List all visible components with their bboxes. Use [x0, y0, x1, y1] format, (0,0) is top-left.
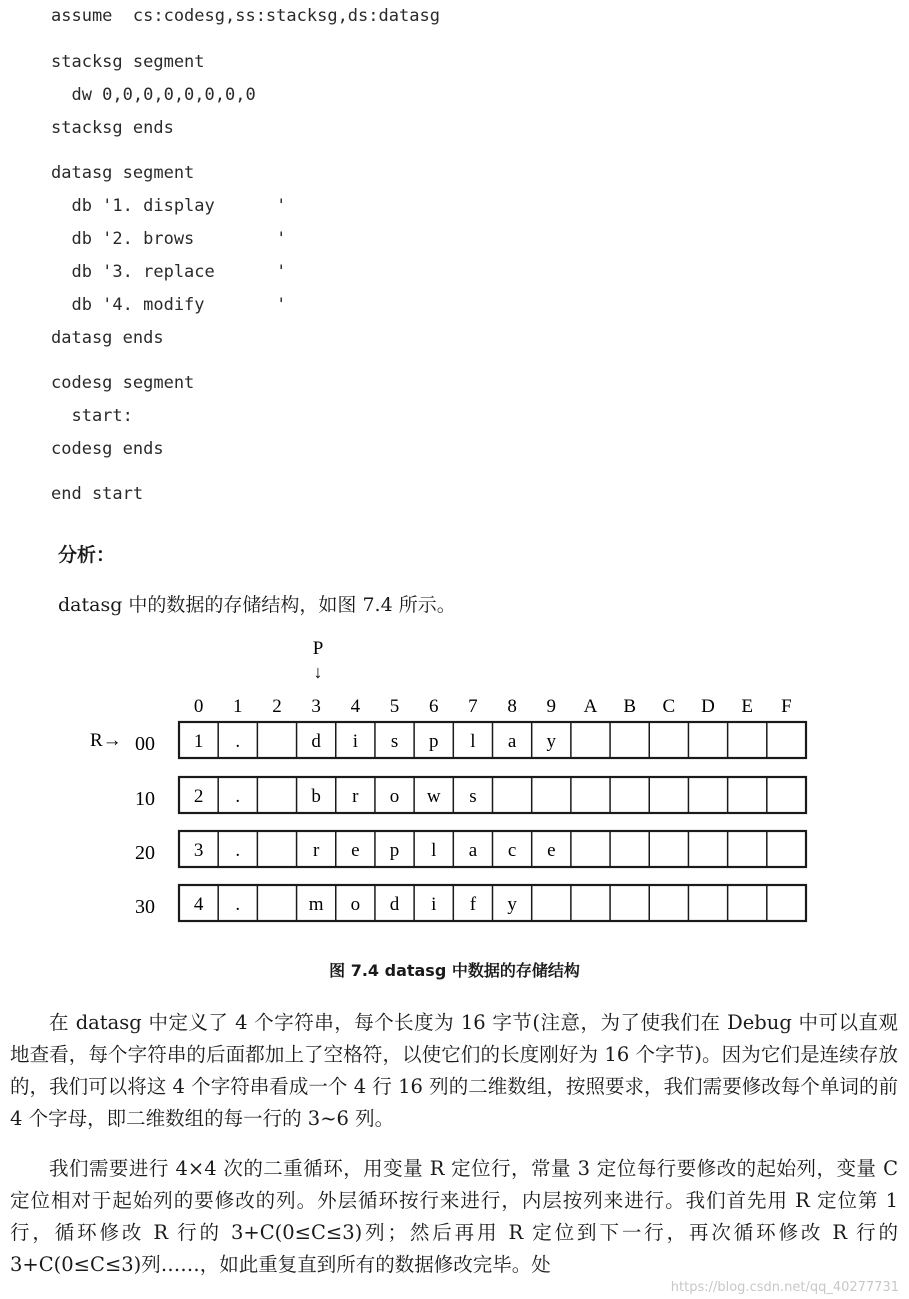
code-line: db '2. brows ' [51, 229, 287, 249]
code-line: db '3. replace ' [51, 262, 287, 282]
cell-char: o [350, 894, 361, 915]
cell-char: . [235, 786, 241, 807]
cell-char: y [507, 894, 517, 915]
data-row-00 [90, 722, 806, 758]
cell-char: a [468, 840, 478, 861]
cell-char: s [469, 786, 477, 807]
column-header-6: 6 [428, 696, 439, 717]
cell-char: 3 [193, 840, 204, 861]
column-headers [194, 696, 792, 717]
cell-char: r [312, 840, 320, 861]
cell-char: l [470, 731, 476, 752]
cell-char: . [235, 840, 241, 861]
cell-char: r [352, 786, 359, 807]
cell-char: p [389, 840, 400, 861]
column-header-2: 2 [272, 696, 282, 717]
cell-char: a [507, 731, 517, 752]
code-line: db '1. display ' [51, 196, 287, 216]
column-header-E: E [741, 696, 754, 717]
column-header-4: 4 [350, 696, 361, 717]
column-header-5: 5 [389, 696, 400, 717]
column-header-8: 8 [507, 696, 517, 717]
figure-caption: 图 7.4 datasg 中数据的存储结构 [329, 961, 580, 980]
cell-char: d [389, 894, 400, 915]
watermark: https://blog.csdn.net/qq_40277731 [670, 1280, 899, 1295]
column-header-7: 7 [468, 696, 478, 717]
paragraph-1 [10, 1007, 898, 1135]
cell-char: . [235, 894, 241, 915]
cell-char: s [390, 731, 399, 752]
data-rows [90, 722, 806, 921]
cell-char: o [389, 786, 400, 807]
pointer-arrow: ↓ [313, 662, 323, 682]
storage-structure-figure [0, 630, 909, 960]
row-label: 30 [135, 896, 155, 918]
code-line: stacksg segment [51, 52, 205, 72]
pointer-label: P [312, 638, 324, 659]
code-line: datasg segment [51, 163, 195, 183]
cell-char: f [469, 894, 477, 915]
cell-char: 2 [193, 786, 204, 807]
column-header-3: 3 [311, 696, 321, 717]
cell-char: l [431, 840, 437, 861]
column-header-A: A [583, 696, 598, 717]
column-header-9: 9 [546, 696, 557, 717]
cell-char: 1 [193, 731, 204, 752]
code-line: datasg ends [51, 328, 164, 348]
cell-char: . [235, 731, 241, 752]
code-line: db '4. modify ' [51, 295, 287, 315]
column-header-0: 0 [193, 696, 204, 717]
column-header-D: D [701, 696, 715, 717]
column-header-B: B [623, 696, 636, 717]
cell-char: d [311, 731, 321, 752]
cell-char: 4 [193, 894, 204, 915]
row-label: 00 [135, 733, 155, 755]
code-line: stacksg ends [51, 118, 174, 138]
intro-text: datasg 中的数据的存储结构，如图 7.4 所示。 [58, 594, 456, 616]
cell-char: e [547, 840, 556, 861]
code-line: assume cs:codesg,ss:stacksg,ds:datasg [51, 6, 440, 26]
cell-char: b [311, 786, 321, 807]
data-row-10 [135, 777, 806, 813]
row-pointer-label: R→ [90, 730, 122, 751]
row-label: 20 [135, 842, 155, 864]
cell-char: i [431, 894, 437, 915]
column-header-C: C [662, 696, 676, 717]
analysis-heading: 分析： [58, 544, 116, 566]
cell-char: i [352, 731, 358, 752]
code-line: codesg segment [51, 373, 195, 393]
data-row-20 [135, 831, 806, 867]
code-line: dw 0,0,0,0,0,0,0,0 [51, 85, 256, 105]
paragraph-1-text: 在 datasg 中定义了 4 个字符串，每个长度为 16 字节(注意，为了使我们在 Debug 中可以直观地查看，每个字符串的后面都加上了空格符，以使它们的长度刚好为 16 个字节)。因为它们是连续存放的，我们可以将这 4 个字符串看成一个 4 行 16 列的二维数组，按照要求，我们需要修改每个单词的前 4 个字母，即二维数组的每一行的 3~6 列。 [10, 1011, 898, 1130]
cell-char: c [507, 840, 517, 861]
paragraph-2-text: 我们需要进行 4×4 次的二重循环，用变量 R 定位行，常量 3 定位每行要修改的起始列，变量 C 定位相对于起始列的要修改的列。外层循环按行来进行，内层按列来进行。我们首先用 R 定位第 1 行，循环修改 R 行的 3+C(0≤C≤3)列；然后再用 R 定位到下一行，再次循环修改 R 行的 3+C(0≤C≤3)列……，如此重复直到所有的数据修改完毕。处 [10, 1157, 898, 1276]
cell-char: e [351, 840, 360, 861]
cell-char: y [546, 731, 557, 752]
column-header-F: F [781, 696, 792, 717]
data-row-30 [135, 885, 806, 921]
cell-char: p [428, 731, 439, 752]
column-header-1: 1 [233, 696, 243, 717]
cell-char: m [308, 894, 324, 915]
code-line: start: [51, 406, 133, 426]
cell-char: w [426, 786, 441, 807]
code-line: codesg ends [51, 439, 164, 459]
code-line: end start [51, 484, 144, 504]
paragraph-2 [10, 1153, 898, 1281]
row-label: 10 [135, 788, 155, 810]
